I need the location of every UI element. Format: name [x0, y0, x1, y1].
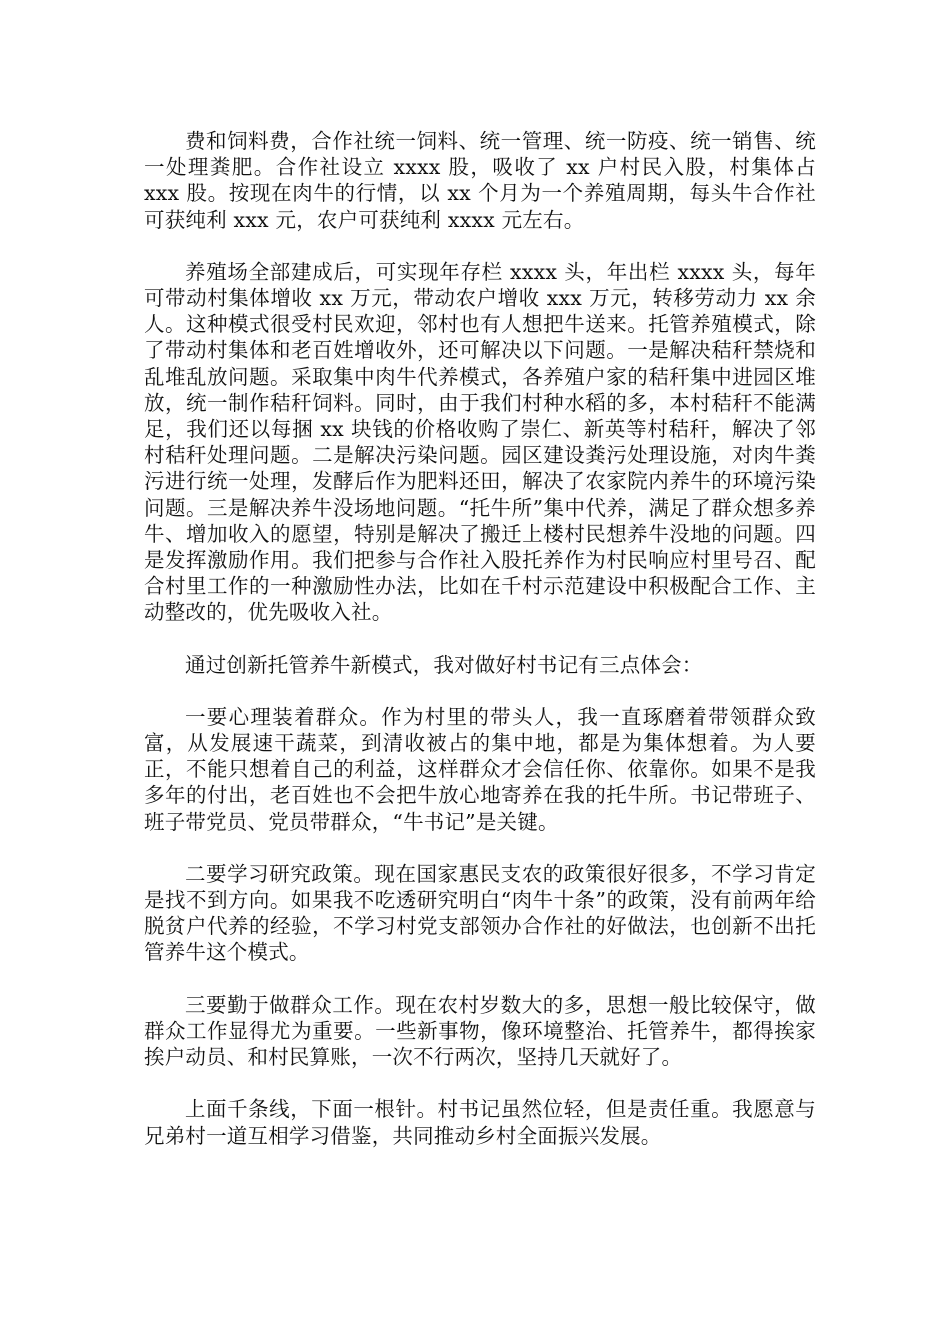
paragraph-insights-intro: 通过创新托管养牛新模式，我对做好村书记有三点体会： — [185, 652, 703, 677]
paragraph-conclusion: 上面千条线，下面一根针。村书记虽然位轻，但是责任重。我愿意与兄弟村一道互相学习借鉴，共同推动乡村全面振兴发展。 — [144, 1097, 816, 1148]
paragraph-insight-one: 一要心理装着群众。作为村里的带头人，我一直琢磨着带领群众致富，从发展速干蔬菜，到清收被占的集中地，都是为集体想着。为人要正，不能只想着自己的利益，这样群众才会信任你、依靠你。如果不是我多年的付出，老百姓也不会把牛放心地寄养在我的托牛所。书记带班子、班子带党员、党员带群众，“牛书记”是关键。 — [144, 704, 816, 834]
document-body — [144, 128, 816, 1175]
paragraph-breeding-farm: 养殖场全部建成后，可实现年存栏 xxxx 头，年出栏 xxxx 头，每年可带动村集体增收 xx 万元，带动农户增收 xxx 万元，转移劳动力 xx 余人。这种模式很受村民欢迎，邻村也有人想把牛送来。托管养殖模式，除了带动村集体和老百姓增收外，还可解决以下问题。一是解决秸秆禁烧和乱堆乱放问题。采取集中肉牛代养模式，各养殖户家的秸秆集中进园区堆放，统一制作秸秆饲料。同时，由于我们村种水稻的多，本村秸秆不能满足，我们还以每捆 xx 块钱的价格收购了崇仁、新英等村秸秆，解决了邻村秸秆处理问题。二是解决污染问题。园区建设粪污处理设施，对肉牛粪污进行统一处理，发酵后作为肥料还田，解决了农家院内养牛的环境污染问题。三是解决养牛没场地问题。“托牛所”集中代养，满足了群众想多养牛、增加收入的愿望，特别是解决了搬迁上楼村民想养牛没地的问题。四是发挥激励作用。我们把参与合作社入股托养作为村民响应村里号召、配合村里工作的一种激励性办法，比如在千村示范建设中积极配合工作、主动整改的，优先吸收入社。 — [144, 259, 816, 625]
paragraph-insight-two: 二要学习研究政策。现在国家惠民支农的政策很好很多，不学习肯定是找不到方向。如果我不吃透研究明白“肉牛十条”的政策，没有前两年给脱贫户代养的经验，不学习村党支部领办合作社的好做法，也创新不出托管养牛这个模式。 — [144, 861, 816, 965]
paragraph-continuation: 费和饲料费，合作社统一饲料、统一管理、统一防疫、统一销售、统一处理粪肥。合作社设立 xxxx 股，吸收了 xx 户村民入股，村集体占 xxx 股。按现在肉牛的行情，以 xx 个月为一个养殖周期，每头牛合作社可获纯利 xxx 元，农户可获纯利 xxxx 元左右。 — [144, 129, 816, 232]
paragraph-insight-three: 三要勤于做群众工作。现在农村岁数大的多，思想一般比较保守，做群众工作显得尤为重要。一些新事物，像环境整治、托管养牛，都得挨家挨户动员、和村民算账，一次不行两次，坚持几天就好了。 — [144, 992, 816, 1070]
